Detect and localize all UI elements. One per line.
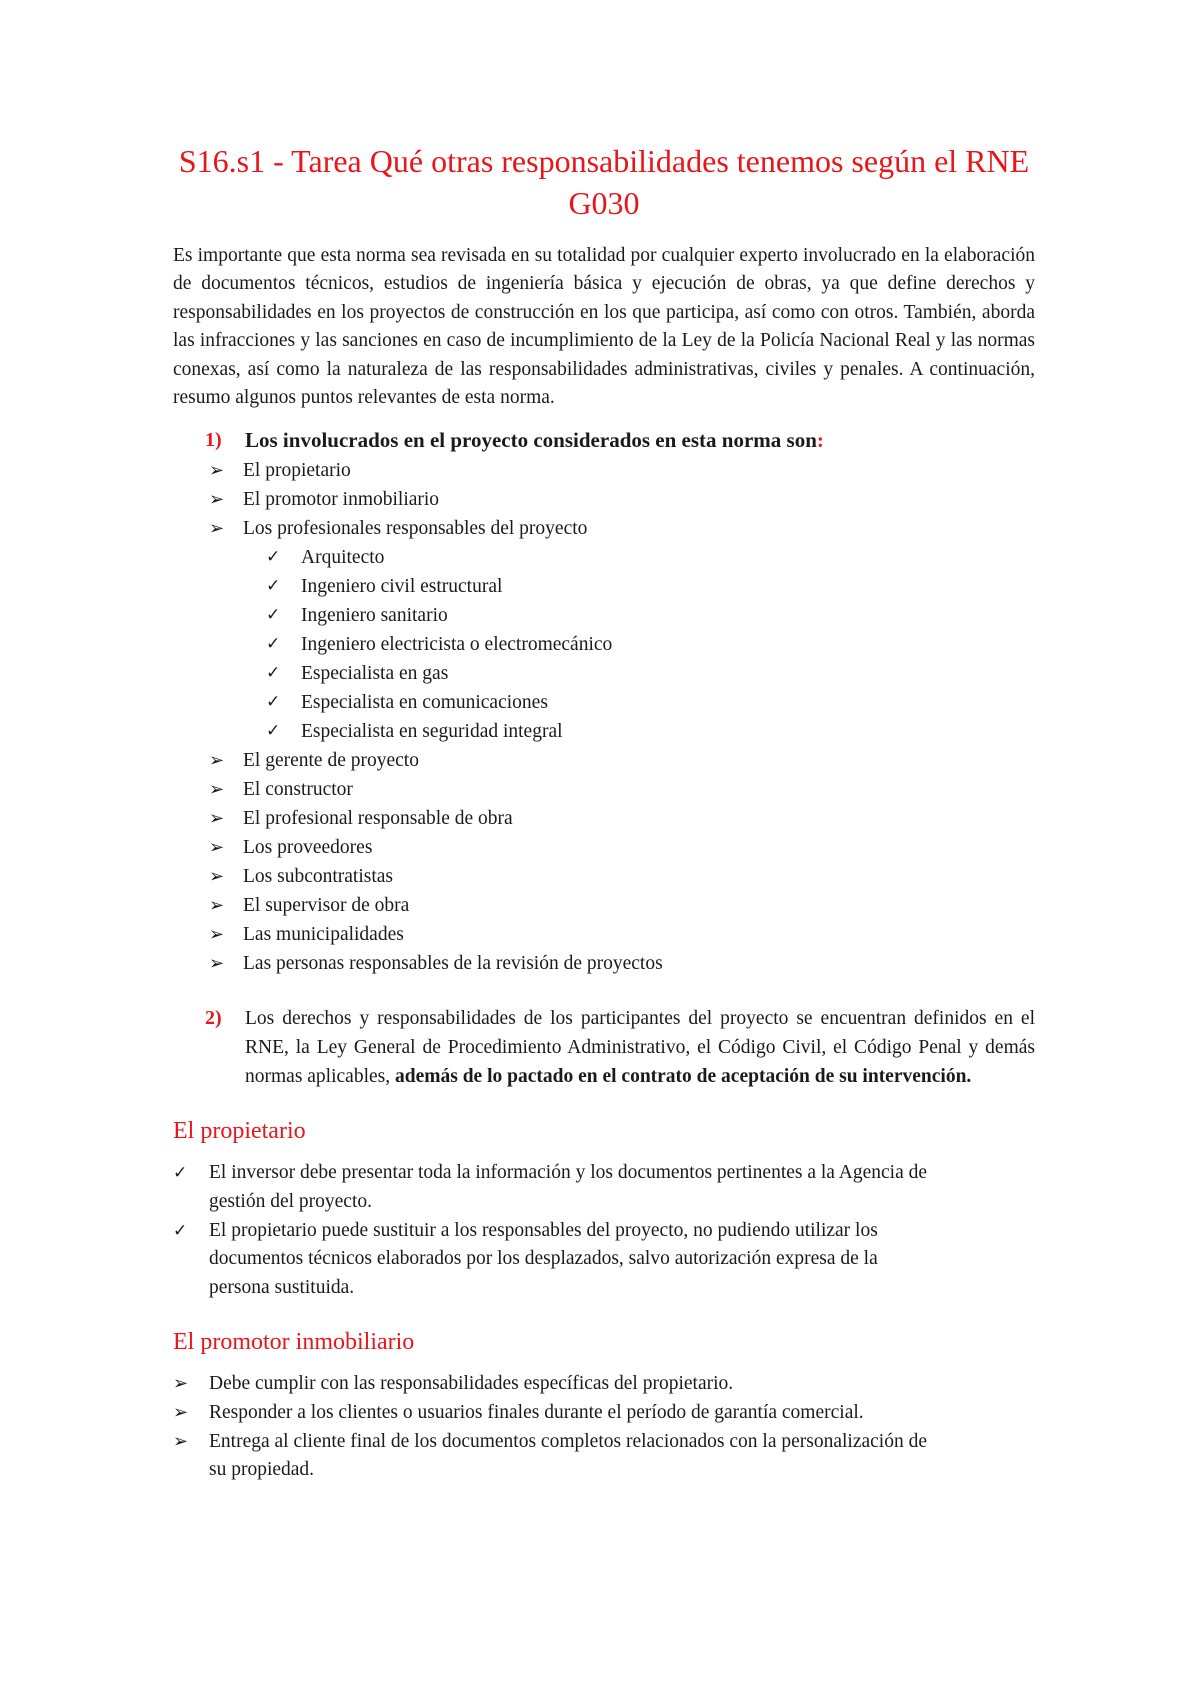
list-item: ✓ El inversor debe presentar toda la información y los documentos pertinentes a la Agencia de gestión del proyecto. bbox=[101, 1159, 1035, 1216]
list-item: ➢ Responder a los clientes o usuarios finales durante el período de garantía comercial. bbox=[101, 1399, 1035, 1428]
involved-list bbox=[209, 456, 1035, 978]
arrowhead-bullet-icon: ➢ bbox=[209, 837, 225, 859]
checkmark-bullet-icon: ✓ bbox=[266, 576, 281, 597]
list-item: ✓ Especialista en gas bbox=[266, 659, 1035, 688]
arrowhead-bullet-icon: ➢ bbox=[209, 953, 225, 975]
arrowhead-bullet-icon: ➢ bbox=[209, 895, 225, 917]
arrowhead-bullet-icon: ➢ bbox=[209, 750, 225, 772]
list-item: ➢ El supervisor de obra bbox=[209, 891, 1035, 920]
list-item: ➢ Entrega al cliente final de los documentos completos relacionados con la personalización de su propiedad. bbox=[101, 1428, 1035, 1485]
checkmark-bullet-icon: ✓ bbox=[173, 1220, 188, 1241]
arrowhead-bullet-icon: ➢ bbox=[209, 779, 225, 801]
list-item: ➢ Debe cumplir con las responsabilidades específicas del propietario. bbox=[101, 1370, 1035, 1399]
point-number: 2) bbox=[205, 1007, 222, 1030]
checkmark-bullet-icon: ✓ bbox=[266, 721, 281, 742]
arrowhead-bullet-icon: ➢ bbox=[209, 518, 225, 540]
list-item: ➢ El promotor inmobiliario bbox=[209, 485, 1035, 514]
point-2-paragraph: Los derechos y responsabilidades de los participantes del proyecto se encuentran definidos en el RNE, la Ley General de Procedimiento Administrativo, el Código Civil, el Código Penal y demás normas aplicables, además de lo pactado en el contrato de aceptación de su intervención. bbox=[245, 1008, 1035, 1088]
list-item: ✓ Ingeniero electricista o electromecánico bbox=[266, 630, 1035, 659]
list-item: ➢ El propietario bbox=[209, 456, 1035, 485]
point-heading: Los involucrados en el proyecto considerados en esta norma son bbox=[245, 428, 817, 453]
arrowhead-bullet-icon: ➢ bbox=[209, 489, 225, 511]
page-title: S16.s1 - Tarea Qué otras responsabilidades tenemos según el RNE G030 bbox=[178, 143, 1030, 221]
list-item: ✓ Ingeniero civil estructural bbox=[266, 572, 1035, 601]
list-item: ➢ Los profesionales responsables del proyecto ✓ Arquitecto ✓ Ingeniero civil estructural ✓ Ingeniero sanitario ✓ Ingeniero electricista o electromecánico ✓ Especialista en gas ✓ Especialista en comunicaciones ✓ Especialista en seguridad integral bbox=[209, 514, 1035, 746]
professionals-list bbox=[266, 543, 1035, 746]
list-item: ➢ Las personas responsables de la revisión de proyectos bbox=[209, 949, 1035, 978]
arrowhead-bullet-icon: ➢ bbox=[209, 460, 225, 482]
list-item: ✓ Ingeniero sanitario bbox=[266, 601, 1035, 630]
arrowhead-bullet-icon: ➢ bbox=[173, 1430, 189, 1452]
checkmark-bullet-icon: ✓ bbox=[266, 547, 281, 568]
arrowhead-bullet-icon: ➢ bbox=[209, 866, 225, 888]
list-item: ✓ El propietario puede sustituir a los responsables del proyecto, no pudiendo utilizar los documentos técnicos elaborados por los desplazados, salvo autorización expresa de la persona sustituida. bbox=[101, 1217, 1035, 1303]
list-item: ✓ Especialista en seguridad integral bbox=[266, 717, 1035, 746]
arrowhead-bullet-icon: ➢ bbox=[173, 1373, 189, 1395]
heading-colon: : bbox=[816, 428, 824, 453]
numbered-point-1 bbox=[173, 426, 1035, 456]
list-item: ✓ Arquitecto bbox=[266, 543, 1035, 572]
arrowhead-bullet-icon: ➢ bbox=[209, 808, 225, 830]
checkmark-bullet-icon: ✓ bbox=[266, 692, 281, 713]
section-heading-promotor: El promotor inmobiliario bbox=[173, 1329, 415, 1356]
intro-paragraph: Es importante que esta norma sea revisada en su totalidad por cualquier experto involucrado en la elaboración de documentos técnicos, estudios de ingeniería básica y ejecución de obras, ya que define derechos y responsabilidades en los proyectos de construcción en los que participa, así como con otros. También, aborda las infracciones y las sanciones en caso de incumplimiento de la Ley de la Policía Nacional Real y las normas conexas, así como la naturaleza de las responsabilidades administrativas, civiles y penales. A continuación, resumo algunos puntos relevantes de esta norma. bbox=[173, 245, 1035, 409]
section-heading-propietario: El propietario bbox=[173, 1118, 306, 1145]
checkmark-bullet-icon: ✓ bbox=[266, 634, 281, 655]
arrowhead-bullet-icon: ➢ bbox=[209, 924, 225, 946]
numbered-point-2 bbox=[173, 1004, 1035, 1091]
propietario-list bbox=[101, 1159, 1035, 1302]
list-item: ➢ El profesional responsable de obra bbox=[209, 804, 1035, 833]
promotor-list bbox=[101, 1370, 1035, 1484]
checkmark-bullet-icon: ✓ bbox=[266, 605, 281, 626]
checkmark-bullet-icon: ✓ bbox=[266, 663, 281, 684]
document-page bbox=[173, 0, 1035, 1485]
arrowhead-bullet-icon: ➢ bbox=[173, 1402, 189, 1423]
list-item: ✓ Especialista en comunicaciones bbox=[266, 688, 1035, 717]
list-item: ➢ Los subcontratistas bbox=[209, 862, 1035, 891]
checkmark-bullet-icon: ✓ bbox=[173, 1163, 188, 1184]
list-item: ➢ El constructor bbox=[209, 775, 1035, 804]
list-item: ➢ Los proveedores bbox=[209, 833, 1035, 862]
list-item: ➢ El gerente de proyecto bbox=[209, 746, 1035, 775]
list-item: ➢ Las municipalidades bbox=[209, 920, 1035, 949]
point-number: 1) bbox=[205, 429, 222, 452]
